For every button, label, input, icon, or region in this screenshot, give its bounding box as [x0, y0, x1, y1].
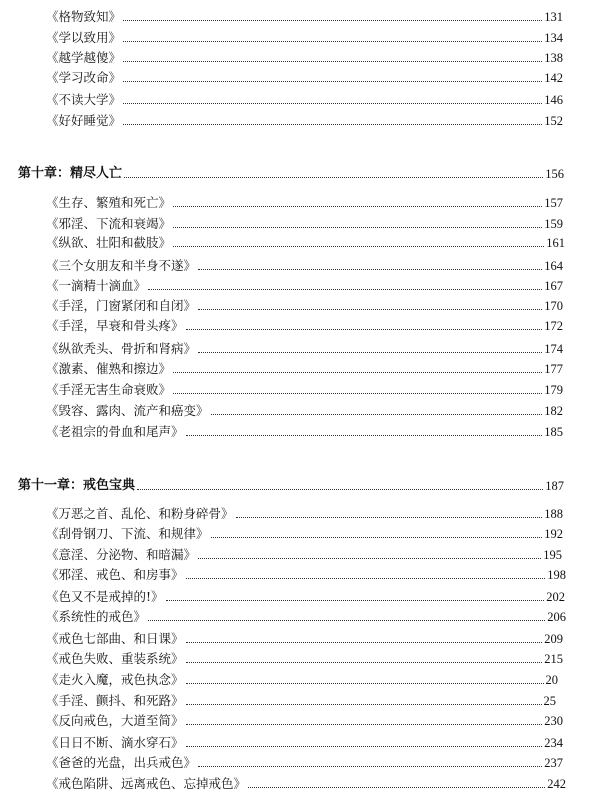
- chapter-page: 187: [545, 479, 564, 493]
- dot-leader: [186, 746, 543, 747]
- dot-leader: [173, 206, 542, 207]
- toc-entry[interactable]: [46, 631, 563, 647]
- dot-leader: [186, 724, 543, 725]
- toc-entry[interactable]: [46, 713, 563, 729]
- toc-entry[interactable]: [46, 235, 565, 251]
- dot-leader: [186, 578, 546, 579]
- toc-entry-page: 237: [544, 756, 563, 770]
- toc-entry-title: 《格物致知》: [46, 9, 122, 24]
- toc-entry-page: 170: [544, 299, 563, 313]
- dot-leader: [186, 329, 543, 330]
- toc-entry-page: 172: [544, 319, 563, 333]
- dot-leader: [186, 704, 542, 705]
- toc-entry-title: 《刮骨钢刀、下流、和规律》: [46, 526, 209, 541]
- toc-entry-title: 《手淫，早衰和骨头疼》: [46, 318, 184, 333]
- dot-leader: [173, 393, 542, 394]
- toc-entry[interactable]: [46, 258, 563, 274]
- toc-entry-page: 242: [547, 777, 566, 791]
- toc-entry-title: 《戒色七部曲、和日课》: [46, 631, 184, 646]
- toc-entry[interactable]: [46, 92, 563, 108]
- toc-entry[interactable]: [46, 547, 562, 563]
- toc-entry-title: 《学以致用》: [46, 30, 122, 45]
- toc-entry-page: 167: [544, 279, 563, 293]
- dot-leader: [211, 537, 543, 538]
- toc-entry[interactable]: [46, 755, 563, 771]
- toc-entry-title: 《系统性的戒色》: [46, 609, 147, 624]
- toc-entry-page: 174: [544, 342, 563, 356]
- toc-entry-title: 《万恶之首、乱伦、和粉身碎骨》: [46, 506, 234, 521]
- toc-entry-page: 138: [544, 51, 563, 65]
- dot-leader: [186, 683, 544, 684]
- toc-entry-page: 159: [544, 217, 563, 231]
- chapter-title: 第十一章：戒色宝典: [18, 478, 136, 493]
- toc-chapter-heading[interactable]: [18, 166, 564, 182]
- toc-entry-page: 206: [547, 610, 566, 624]
- dot-leader: [148, 289, 542, 290]
- toc-entry[interactable]: [46, 195, 563, 211]
- toc-entry-title: 《邪淫、下流和衰竭》: [46, 216, 172, 231]
- dot-leader: [186, 642, 543, 643]
- toc-entry[interactable]: [46, 298, 563, 314]
- dot-leader: [186, 435, 543, 436]
- toc-entry-title: 《反向戒色，大道至简》: [46, 713, 184, 728]
- toc-entry-title: 《意淫、分泌物、和暗漏》: [46, 547, 197, 562]
- toc-entry-title: 《色又不是戒掉的!》: [46, 589, 164, 604]
- dot-leader: [198, 558, 541, 559]
- toc-entry-page: 195: [543, 548, 562, 562]
- dot-leader: [198, 309, 542, 310]
- toc-entry[interactable]: [46, 216, 563, 232]
- toc-entry[interactable]: [46, 693, 556, 709]
- toc-entry[interactable]: [46, 651, 563, 667]
- dot-leader: [124, 177, 543, 178]
- toc-entry[interactable]: [46, 776, 566, 792]
- toc-entry-page: 188: [544, 507, 563, 521]
- toc-entry-page: 157: [544, 196, 563, 210]
- chapter-page: 156: [545, 167, 564, 181]
- toc-entry[interactable]: [46, 113, 563, 129]
- toc-entry[interactable]: [46, 424, 563, 440]
- dot-leader: [123, 103, 542, 104]
- toc-entry-page: 234: [544, 736, 563, 750]
- toc-entry-title: 《毁容、露肉、流产和癌变》: [46, 403, 209, 418]
- dot-leader: [248, 787, 545, 788]
- toc-entry[interactable]: [46, 567, 566, 583]
- toc-entry[interactable]: [46, 70, 563, 86]
- toc-entry-title: 《手淫无害生命衰败》: [46, 382, 172, 397]
- dot-leader: [123, 41, 542, 42]
- toc-entry-title: 《爸爸的光盘，出兵戒色》: [46, 755, 197, 770]
- dot-leader: [123, 124, 542, 125]
- toc-entry[interactable]: [46, 341, 563, 357]
- toc-entry[interactable]: [46, 30, 563, 46]
- toc-entry[interactable]: [46, 403, 563, 419]
- dot-leader: [166, 600, 545, 601]
- toc-entry-page: 202: [546, 590, 565, 604]
- toc-entry-page: 164: [544, 259, 563, 273]
- toc-entry-page: 230: [544, 714, 563, 728]
- toc-entry[interactable]: [46, 382, 563, 398]
- toc-entry[interactable]: [46, 9, 563, 25]
- toc-entry-title: 《老祖宗的骨血和尾声》: [46, 424, 184, 439]
- toc-entry-title: 《手淫，门窗紧闭和自闭》: [46, 298, 197, 313]
- toc-entry-page: 182: [544, 404, 563, 418]
- toc-entry-page: 146: [544, 93, 563, 107]
- toc-entry-title: 《纵欲秃头、骨折和肾病》: [46, 341, 197, 356]
- toc-entry-page: 209: [544, 632, 563, 646]
- dot-leader: [198, 352, 542, 353]
- toc-entry-title: 《戒色失败、重装系统》: [46, 651, 184, 666]
- toc-entry-page: 20: [545, 673, 558, 687]
- toc-entry-title: 《越学越傻》: [46, 50, 122, 65]
- dot-leader: [236, 517, 543, 518]
- toc-entry[interactable]: [46, 735, 563, 751]
- dot-leader: [148, 620, 545, 621]
- toc-entry-page: 177: [544, 362, 563, 376]
- toc-entry-page: 161: [546, 236, 565, 250]
- toc-entry-title: 《学习改命》: [46, 70, 122, 85]
- toc-entry-title: 《三个女朋友和半身不遂》: [46, 258, 197, 273]
- toc-entry[interactable]: [46, 278, 563, 294]
- toc-entry[interactable]: [46, 318, 563, 334]
- dot-leader: [173, 227, 542, 228]
- dot-leader: [123, 61, 542, 62]
- toc-entry-page: 134: [544, 31, 563, 45]
- toc-entry-title: 《邪淫、戒色、和房事》: [46, 567, 184, 582]
- toc-entry-page: 142: [544, 71, 563, 85]
- dot-leader: [173, 372, 542, 373]
- toc-entry-title: 《纵欲、壮阳和截肢》: [46, 235, 172, 250]
- dot-leader: [211, 414, 543, 415]
- dot-leader: [123, 20, 542, 21]
- toc-entry[interactable]: [46, 361, 563, 377]
- toc-entry[interactable]: [46, 672, 558, 688]
- toc-entry[interactable]: [46, 526, 563, 542]
- toc-entry-title: 《手淫、颤抖、和死路》: [46, 693, 184, 708]
- toc-entry-title: 《生存、繁殖和死亡》: [46, 195, 172, 210]
- toc-entry-page: 192: [544, 527, 563, 541]
- toc-entry-title: 《激素、催熟和擦边》: [46, 361, 172, 376]
- toc-entry[interactable]: [46, 506, 563, 522]
- toc-entry-page: 215: [544, 652, 563, 666]
- toc-entry-page: 25: [543, 694, 556, 708]
- toc-entry-page: 198: [547, 568, 566, 582]
- dot-leader: [137, 489, 543, 490]
- toc-chapter-heading[interactable]: [18, 478, 564, 494]
- toc-entry-title: 《一滴精十滴血》: [46, 278, 147, 293]
- dot-leader: [186, 662, 543, 663]
- toc-entry[interactable]: [46, 50, 563, 66]
- toc-entry-title: 《不读大学》: [46, 92, 122, 107]
- toc-entry[interactable]: [46, 589, 565, 605]
- toc-entry-page: 185: [544, 425, 563, 439]
- toc-entry-title: 《日日不断、滴水穿石》: [46, 735, 184, 750]
- chapter-title: 第十章：精尽人亡: [18, 166, 123, 181]
- toc-entry-title: 《戒色陷阱、远离戒色、忘掉戒色》: [46, 776, 247, 791]
- toc-entry-page: 179: [544, 383, 563, 397]
- toc-entry[interactable]: [46, 609, 566, 625]
- toc-entry-page: 131: [544, 10, 563, 24]
- dot-leader: [198, 766, 542, 767]
- dot-leader: [123, 81, 542, 82]
- dot-leader: [198, 269, 542, 270]
- dot-leader: [173, 246, 544, 247]
- toc-entry-title: 《好好睡觉》: [46, 113, 122, 128]
- toc-entry-page: 152: [544, 114, 563, 128]
- toc-entry-title: 《走火入魔，戒色执念》: [46, 672, 184, 687]
